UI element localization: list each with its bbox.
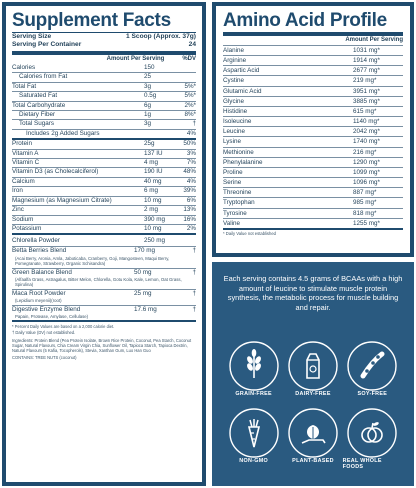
blend-dv: † xyxy=(192,305,196,313)
amino-acid-name: Leucine xyxy=(223,128,246,136)
blend-ingredients: (Lepidium meyenii)(root) xyxy=(15,298,62,304)
amino-acid-row xyxy=(223,106,403,116)
badge-label: DAIRY-FREE xyxy=(295,391,331,397)
milk-carton-icon xyxy=(285,338,341,394)
nutrient-dv: 13% xyxy=(183,206,196,214)
amino-acid-row xyxy=(223,187,403,197)
blend-dv: † xyxy=(192,247,196,255)
nutrient-amount: 40 mg xyxy=(144,177,162,185)
nutrient-amount: 150 xyxy=(144,64,155,71)
nutrient-row xyxy=(12,110,196,119)
amino-acid-row xyxy=(223,218,403,228)
amino-acid-name: Histidine xyxy=(223,107,248,115)
amino-acid-value: 1096 mg* xyxy=(353,179,380,187)
blend-list xyxy=(12,246,196,320)
blend-name: Maca Root Powder xyxy=(12,289,66,297)
nutrient-name: Saturated Fat xyxy=(19,92,58,100)
nutrient-dv: 4% xyxy=(186,177,196,185)
nutrient-row xyxy=(12,72,196,81)
nutrient-row xyxy=(12,167,196,176)
ingredients-text: Ingredients: Protein Blend (Pea Protein Isolate, Brown Rice Protein, Coconut, Pea Starch, Coconut Sugar, Natural Flavours, Chia Cream Virgin Chia, Sunflower Oil, Tapioca Starch, Tapioca Dextrin, Natural Flavours (5 Kafia, Tocopherols), Stevia, Xanthan Gum, Luo Han Guo xyxy=(12,337,192,354)
amino-acid-name: Serine xyxy=(223,179,242,187)
nutrient-dv: 8%* xyxy=(184,111,196,119)
nutrient-amount: 2 mg xyxy=(144,206,158,214)
amino-acid-row xyxy=(223,177,403,187)
nutrient-amount: 190 IU xyxy=(144,168,163,176)
amino-acid-value: 615 mg* xyxy=(353,107,377,115)
blend-name: Green Balance Blend xyxy=(12,268,72,276)
nutrient-amount: 6g xyxy=(144,101,152,109)
nutrient-name: Iron xyxy=(12,187,23,195)
nutrient-row xyxy=(12,215,196,224)
serving-size-value: 1 Scoop (Approx. 37g) xyxy=(126,33,196,40)
blend-ingredients: (Acai Berry, Aronia, Amla, Jaboticaba, Cranberry, Goji, Mangosteen, Maqui Berry, Pomegranate, Strawberry, Organic Schisandra) xyxy=(15,255,170,267)
amino-acid-name: Glycine xyxy=(223,97,244,105)
amino-acid-row xyxy=(223,96,403,106)
amino-acid-name: Cystine xyxy=(223,77,244,85)
amino-acid-row xyxy=(223,208,403,218)
nutrient-name: Total Carbohydrate xyxy=(12,101,66,109)
nutrient-list xyxy=(12,64,196,233)
nutrient-amount: 1g xyxy=(144,111,152,119)
amino-acid-value: 1740 mg* xyxy=(353,138,380,146)
nutrient-dv: 50% xyxy=(183,140,196,148)
nutrient-name: Zinc xyxy=(12,206,24,214)
amino-acid-row xyxy=(223,197,403,207)
amino-acid-value: 1914 mg* xyxy=(353,57,380,65)
blend-amount: 170 mg xyxy=(134,247,156,255)
supplement-facts-title: Supplement Facts xyxy=(12,10,171,31)
nutrient-amount: 25g xyxy=(144,140,155,148)
amino-acid-name: Isoleucine xyxy=(223,118,252,126)
nutrient-dv: 5%* xyxy=(184,82,196,90)
badge-label: SOY-FREE xyxy=(357,391,388,397)
nutrient-dv: 5%* xyxy=(184,92,196,100)
servings-label: Serving Per Container xyxy=(12,41,82,48)
amino-acid-name: Tyrosine xyxy=(223,209,247,217)
amino-amount-header: Amount Per Serving xyxy=(345,37,403,43)
badge-plant-based xyxy=(283,405,342,470)
amino-acid-row xyxy=(223,65,403,75)
chlorella-row xyxy=(12,235,196,246)
amino-acid-value: 3951 mg* xyxy=(353,87,380,95)
nutrient-name: Vitamin C xyxy=(12,159,40,167)
nutrient-amount: 137 IU xyxy=(144,149,163,157)
blend-amount: 25 mg xyxy=(134,289,152,297)
supplement-facts-panel xyxy=(2,2,206,486)
servings-value: 24 xyxy=(188,41,196,48)
amino-acid-row xyxy=(223,167,403,177)
carrot-icon xyxy=(226,405,282,461)
badge-label: REAL WHOLE FOODS xyxy=(342,458,382,470)
nutrient-row xyxy=(12,129,196,138)
nutrient-dv: 39% xyxy=(183,187,196,195)
nutrient-name: Chlorella Powder xyxy=(12,237,60,245)
serving-size-label: Serving Size xyxy=(12,33,52,40)
benefits-panel xyxy=(212,262,414,486)
blend-row xyxy=(12,268,196,289)
nutrient-dv: † xyxy=(192,120,196,128)
amino-acid-value: 219 mg* xyxy=(353,77,377,85)
footnote-dv-not-established: † Daily Value (DV) not established. xyxy=(12,329,76,335)
amino-acid-title: Amino Acid Profile xyxy=(223,10,387,31)
amino-acid-row xyxy=(223,55,403,65)
soybean-icon xyxy=(344,338,400,394)
blend-row xyxy=(12,289,196,305)
nutrient-row xyxy=(12,224,196,233)
amino-acid-name: Lysine xyxy=(223,138,241,146)
badge-label: PLANT-BASED xyxy=(292,458,334,464)
nutrient-name: Protein xyxy=(12,140,32,148)
nutrient-row xyxy=(12,196,196,205)
badge-dairy-free xyxy=(283,338,342,397)
nutrient-amount: 10 mg xyxy=(144,196,162,204)
nutrient-name: Magnesium (as Magnesium Citrate) xyxy=(12,196,112,204)
nutrient-row xyxy=(12,177,196,186)
badge-grain-free xyxy=(224,338,283,397)
servings-per-container-row xyxy=(12,41,196,49)
nutrient-dv: 3% xyxy=(186,149,196,157)
nutrient-name: Dietary Fiber xyxy=(19,111,56,119)
blend-amount: 50 mg xyxy=(134,268,152,276)
nutrient-row xyxy=(12,158,196,167)
nutrient-dv: 16% xyxy=(183,215,196,223)
nutrient-amount: 10 mg xyxy=(144,224,162,232)
nutrient-amount: 390 mg xyxy=(144,215,166,223)
blend-row xyxy=(12,305,196,321)
leaf-hand-icon xyxy=(285,405,341,461)
blend-dv: † xyxy=(192,289,196,297)
amino-acid-name: Valine xyxy=(223,219,241,227)
blend-ingredients: Papain, Protease, Amylase, Cellulase) xyxy=(15,313,89,319)
blend-amount: 17.6 mg xyxy=(134,305,157,313)
amount-header: Amount Per Serving xyxy=(106,56,165,62)
blend-ingredients: (Alfaalfa Grass, Astragalus, Bitter Melon, Chlorella, Gotu Kola, Kale, Lemon, Oat Grass, Spirulina) xyxy=(15,276,182,288)
amino-acid-value: 1140 mg* xyxy=(353,118,380,126)
amino-acid-name: Methionine xyxy=(223,148,254,156)
nutrient-row xyxy=(12,186,196,195)
nutrient-amount: 3g xyxy=(144,82,152,90)
blend-name: Digestive Enzyme Blend xyxy=(12,305,81,313)
amino-acid-value: 985 mg* xyxy=(353,199,377,207)
nutrient-amount: 3g xyxy=(144,120,152,128)
badge-label: NON-GMO xyxy=(239,458,269,464)
nutrient-dv: 2% xyxy=(186,224,196,232)
amino-acid-row xyxy=(223,45,403,55)
footnote-dv: * Percent Daily Values are based on a 2,000 calorie diet. xyxy=(12,324,115,330)
nutrient-amount: 6 mg xyxy=(144,187,158,195)
nutrient-dv: 48% xyxy=(183,168,196,176)
blend-name: Betta Berries Blend xyxy=(12,247,67,255)
blend-dv: † xyxy=(192,268,196,276)
amino-acid-row xyxy=(223,86,403,96)
nutrient-name: Calories from Fat xyxy=(19,73,68,81)
amino-acid-value: 216 mg* xyxy=(353,148,377,156)
nutrient-amount: 250 mg xyxy=(144,237,166,245)
amino-acid-row xyxy=(223,75,403,85)
amino-acid-value: 2677 mg* xyxy=(353,67,380,75)
nutrient-row xyxy=(12,101,196,110)
nutrient-name: Vitamin A xyxy=(12,149,39,157)
amino-acid-value: 1290 mg* xyxy=(353,158,380,166)
nutrient-row xyxy=(12,149,196,158)
nutrient-dv: 7% xyxy=(186,159,196,167)
amino-acid-row xyxy=(223,136,403,146)
nutrient-dv: 2%* xyxy=(184,101,196,109)
amino-acid-name: Glutamic Acid xyxy=(223,87,262,95)
nutrient-name: Calories xyxy=(12,64,36,71)
amino-acid-name: Proline xyxy=(223,168,243,176)
amino-footnote: * Daily Value not established xyxy=(223,228,403,238)
amino-acid-row xyxy=(223,126,403,136)
nutrient-row xyxy=(12,205,196,214)
badge-label: GRAIN-FREE xyxy=(235,391,272,397)
nutrient-name: Calcium xyxy=(12,177,35,185)
nutrient-dv: 6% xyxy=(186,196,196,204)
column-header xyxy=(12,55,196,64)
nutrient-dv: 4% xyxy=(186,129,196,137)
nutrient-name: Sodium xyxy=(12,215,34,223)
footnotes xyxy=(12,322,196,360)
amino-acid-value: 2042 mg* xyxy=(353,128,380,136)
nutrient-name: Total Fat xyxy=(12,82,37,90)
nutrient-name: Includes 2g Added Sugars xyxy=(26,129,100,137)
amino-acid-row xyxy=(223,116,403,126)
amino-acid-value: 3885 mg* xyxy=(353,97,380,105)
nutrient-row xyxy=(12,91,196,100)
nutrient-row xyxy=(12,64,196,72)
amino-acid-name: Aspartic Acid xyxy=(223,67,260,75)
amino-acid-value: 818 mg* xyxy=(353,209,377,217)
wheat-icon xyxy=(226,338,282,394)
badge-non-gmo xyxy=(224,405,283,470)
amino-acid-value: 1255 mg* xyxy=(353,219,380,227)
nutrient-amount: 0.5g xyxy=(144,92,157,100)
blend-row xyxy=(12,246,196,267)
amino-acid-panel xyxy=(212,2,414,257)
amino-acid-name: Tryptophan xyxy=(223,199,255,207)
badge-grid xyxy=(224,338,402,470)
nutrient-name: Potassium xyxy=(12,224,42,232)
amino-acid-name: Alanine xyxy=(223,47,245,54)
nutrient-name: Vitamin D3 (as Cholecalciferol) xyxy=(12,168,99,176)
badge-real-whole-foods xyxy=(343,405,402,470)
amino-acid-row xyxy=(223,157,403,167)
nutrient-name: Total Sugars xyxy=(19,120,55,128)
amino-acid-list xyxy=(223,45,403,228)
nutrient-amount: 4 mg xyxy=(144,159,158,167)
nutrient-row xyxy=(12,82,196,91)
amino-acid-name: Threonine xyxy=(223,189,252,197)
nutrient-row xyxy=(12,119,196,128)
allergen-text: CONTAINS: TREE NUTS (coconut) xyxy=(12,355,77,361)
amino-acid-name: Arginine xyxy=(223,57,247,65)
badge-soy-free xyxy=(343,338,402,397)
dv-header: %DV xyxy=(182,56,196,62)
apple-icon xyxy=(344,405,400,461)
nutrient-row xyxy=(12,138,196,148)
amino-acid-value: 1099 mg* xyxy=(353,168,380,176)
amino-acid-row xyxy=(223,147,403,157)
amino-acid-name: Phenylalanine xyxy=(223,158,263,166)
amino-acid-value: 887 mg* xyxy=(353,189,377,197)
serving-size-row xyxy=(12,33,196,41)
bcaa-description: Each serving contains 4.5 grams of BCAAs with a high amount of leucine to stimulate muscle protein synthesis, the metabolic process for muscle building and repair. xyxy=(223,274,403,312)
nutrient-amount: 25 xyxy=(144,73,152,81)
amino-acid-value: 1031 mg* xyxy=(353,47,380,54)
